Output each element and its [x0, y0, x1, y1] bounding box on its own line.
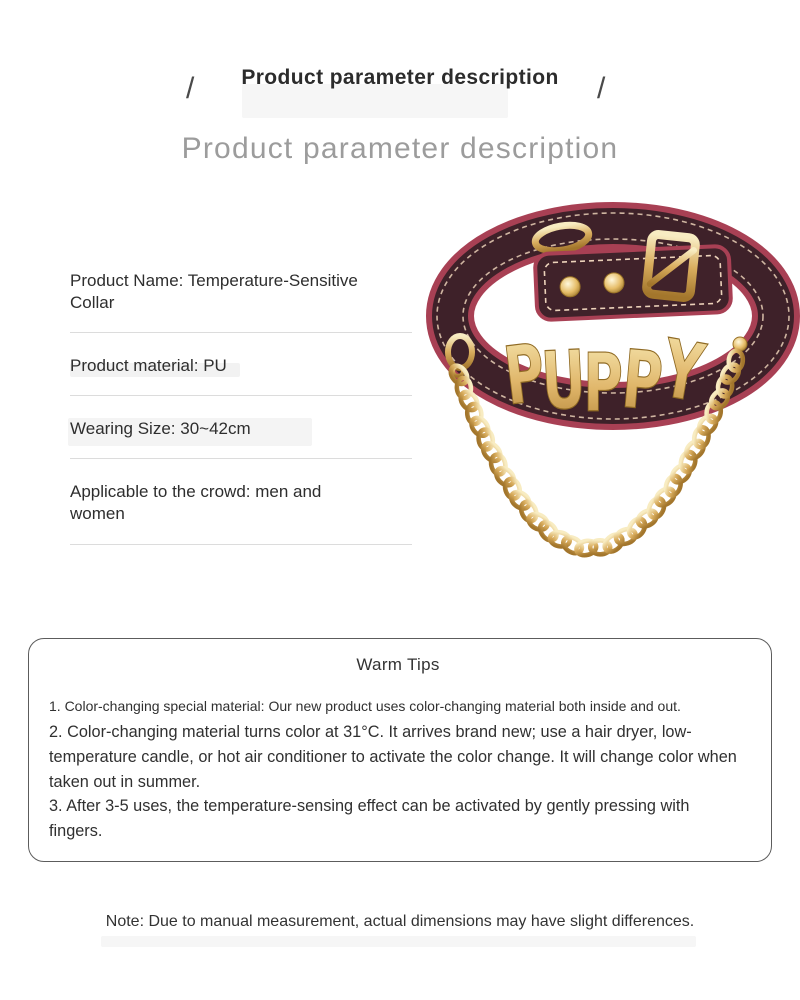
svg-text:P: P — [583, 338, 623, 431]
tip-item-3: 3. After 3-5 uses, the temperature-sensing effect can be activated by gently pressing with fingers. — [49, 797, 690, 841]
collar-letters — [499, 323, 711, 431]
tip-item-2: 2. Color-changing material turns color at 31°C. It arrives brand new; use a hair dryer, low-temperature candle, or hot air conditioner to activate the color change. It will change color when taken out in summer. — [49, 723, 737, 791]
svg-text:U: U — [539, 334, 589, 430]
page-subtitle: Product parameter description — [181, 132, 619, 165]
decorative-slash-left: / — [186, 72, 195, 105]
spec-item-product-name — [70, 270, 412, 333]
tip-item-1: 1. Color-changing special material: Our new product uses color-changing material both inside and out. — [49, 698, 681, 714]
rivet — [604, 272, 625, 293]
warm-tips-title: Warm Tips — [356, 655, 440, 674]
svg-text:Y: Y — [655, 323, 710, 421]
rivet — [560, 276, 581, 297]
spec-text: Product Name: Temperature-Sensitive Collar — [70, 271, 358, 313]
svg-text:P: P — [618, 334, 667, 430]
spec-item-crowd — [70, 481, 412, 544]
spec-item-size — [70, 418, 412, 459]
product-spec-list — [70, 270, 412, 567]
page-title: Product parameter description — [241, 66, 559, 89]
product-image-collar — [400, 200, 800, 610]
warm-tips-box — [28, 638, 772, 862]
measurement-note: Note: Due to manual measurement, actual dimensions may have slight differences. — [105, 913, 695, 930]
spec-text: Wearing Size: 30~42cm — [70, 419, 251, 439]
svg-text:P: P — [499, 327, 551, 425]
spec-text: Applicable to the crowd: men and women — [70, 482, 322, 524]
spec-text: Product material: PU — [70, 356, 227, 376]
ghost-overlay — [101, 936, 696, 947]
spec-item-material — [70, 355, 412, 396]
decorative-slash-right: / — [597, 72, 606, 105]
keeper-strap — [535, 246, 732, 320]
